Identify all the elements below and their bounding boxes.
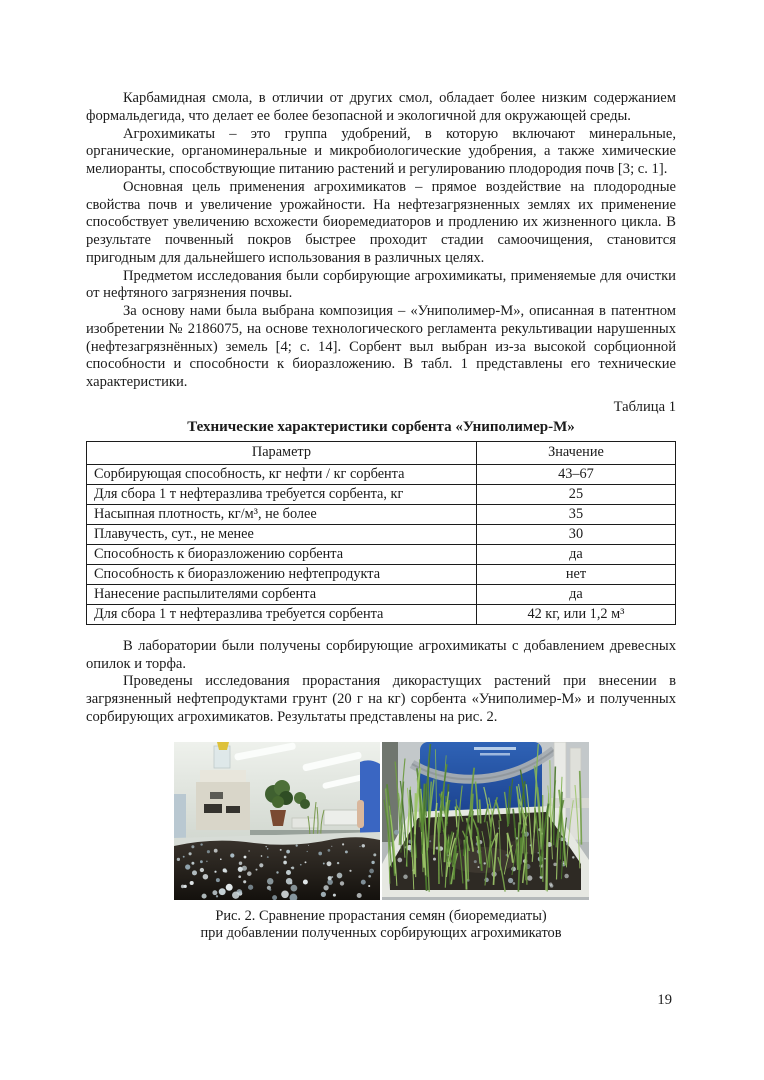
cell-parameter: Способность к биоразложению нефтепродукта bbox=[87, 564, 477, 584]
text-column bbox=[86, 90, 676, 943]
table-row bbox=[87, 484, 676, 504]
cell-value: 30 bbox=[476, 524, 675, 544]
cell-value: да bbox=[476, 584, 675, 604]
cell-value: нет bbox=[476, 564, 675, 584]
column-header-value: Значение bbox=[476, 441, 675, 464]
paragraph-research-subject: Предметом исследования были сорбирующие агрохимикаты, применяемые для очистки от нефтяного загрязнения почвы. bbox=[86, 267, 676, 302]
paragraph-agrochem-purpose: Основная цель применения агрохимикатов – прямое воздействие на плодородные свойства почв и увеличение урожайности. На нефтезагрязненных землях их применение способствует увеличению всхожести биоремедиаторов и продлению их жизненного цикла. В результате почвенный покров быстрее проходит стадии самоочищения, становится пригодным для дальнейшего использования в различных целях. bbox=[86, 178, 676, 266]
table-row bbox=[87, 544, 676, 564]
table-row bbox=[87, 604, 676, 624]
cell-parameter: Насыпная плотность, кг/м³, не более bbox=[87, 504, 477, 524]
table-header-row bbox=[87, 441, 676, 464]
cell-value: 35 bbox=[476, 504, 675, 524]
photo-lab-soil-tray bbox=[174, 742, 380, 900]
cell-value: да bbox=[476, 544, 675, 564]
cell-parameter: Нанесение распылителями сорбента bbox=[87, 584, 477, 604]
cell-parameter: Сорбирующая способность, кг нефти / кг сорбента bbox=[87, 464, 477, 484]
cell-parameter: Способность к биоразложению сорбента bbox=[87, 544, 477, 564]
table-title: Технические характеристики сорбента «Униполимер-М» bbox=[187, 418, 575, 435]
figure-photos bbox=[86, 742, 676, 900]
cell-value: 25 bbox=[476, 484, 675, 504]
cell-parameter: Плавучесть, сут., не менее bbox=[87, 524, 477, 544]
cell-parameter: Для сбора 1 т нефтеразлива требуется сорбента, кг bbox=[87, 484, 477, 504]
paragraph-unipolimer-choice: За основу нами была выбрана композиция – «Униполимер-М», описанная в патентном изобретении № 2186075, на основе технологического регламента рекультивации нарушенных (нефтезагрязнённых) земель [4; с. 14]. Сорбент выл выбран из-за высокой сорбционной способности и способности к биоразложению. В табл. 1 представлены его технические характеристики. bbox=[86, 303, 676, 390]
page-number: 19 bbox=[657, 992, 672, 1008]
paragraph-lab-results: В лаборатории были получены сорбирующие агрохимикаты с добавлением древесных опилок и торфа. bbox=[86, 637, 676, 672]
cell-value: 43–67 bbox=[476, 464, 675, 484]
figure-caption-line1: Рис. 2. Сравнение прорастания семян (биоремедиаты) bbox=[215, 907, 547, 924]
table-row bbox=[87, 504, 676, 524]
table-row bbox=[87, 564, 676, 584]
characteristics-table bbox=[86, 441, 676, 625]
paragraph-karbamid: Карбамидная смола, в отличии от других смол, обладает более низким содержанием формальдегида, что делает ее более безопасной и экологичной для окружающей среды. bbox=[86, 90, 676, 124]
table-row bbox=[87, 464, 676, 484]
paragraph-germination-study: Проведены исследования прорастания дикорастущих растений при внесении в загрязненный нефтепродуктами грунт (20 г на кг) сорбента «Униполимер-М» и полученных сорбирующих агрохимикатов. Результаты представлены на рис. 2. bbox=[86, 673, 676, 725]
column-header-parameter: Параметр bbox=[87, 441, 477, 464]
cell-value: 42 кг, или 1,2 м³ bbox=[476, 604, 675, 624]
table-label: Таблица 1 bbox=[613, 398, 676, 415]
cell-parameter: Для сбора 1 т нефтеразлива требуется сорбента bbox=[87, 604, 477, 624]
paragraph-agrochem-definition: Агрохимикаты – это группа удобрений, в которую включают минеральные, органические, органоминеральные и микробиологические удобрения, а также химические мелиоранты, способствующие питанию растений и регулированию плодородия почв [3; с. 1]. bbox=[86, 125, 676, 177]
table-row bbox=[87, 584, 676, 604]
figure-caption bbox=[86, 908, 676, 943]
photo-grass-tray bbox=[382, 742, 589, 900]
table-row bbox=[87, 524, 676, 544]
figure-caption-line2: при добавлении полученных сорбирующих агрохимикатов bbox=[200, 925, 562, 941]
